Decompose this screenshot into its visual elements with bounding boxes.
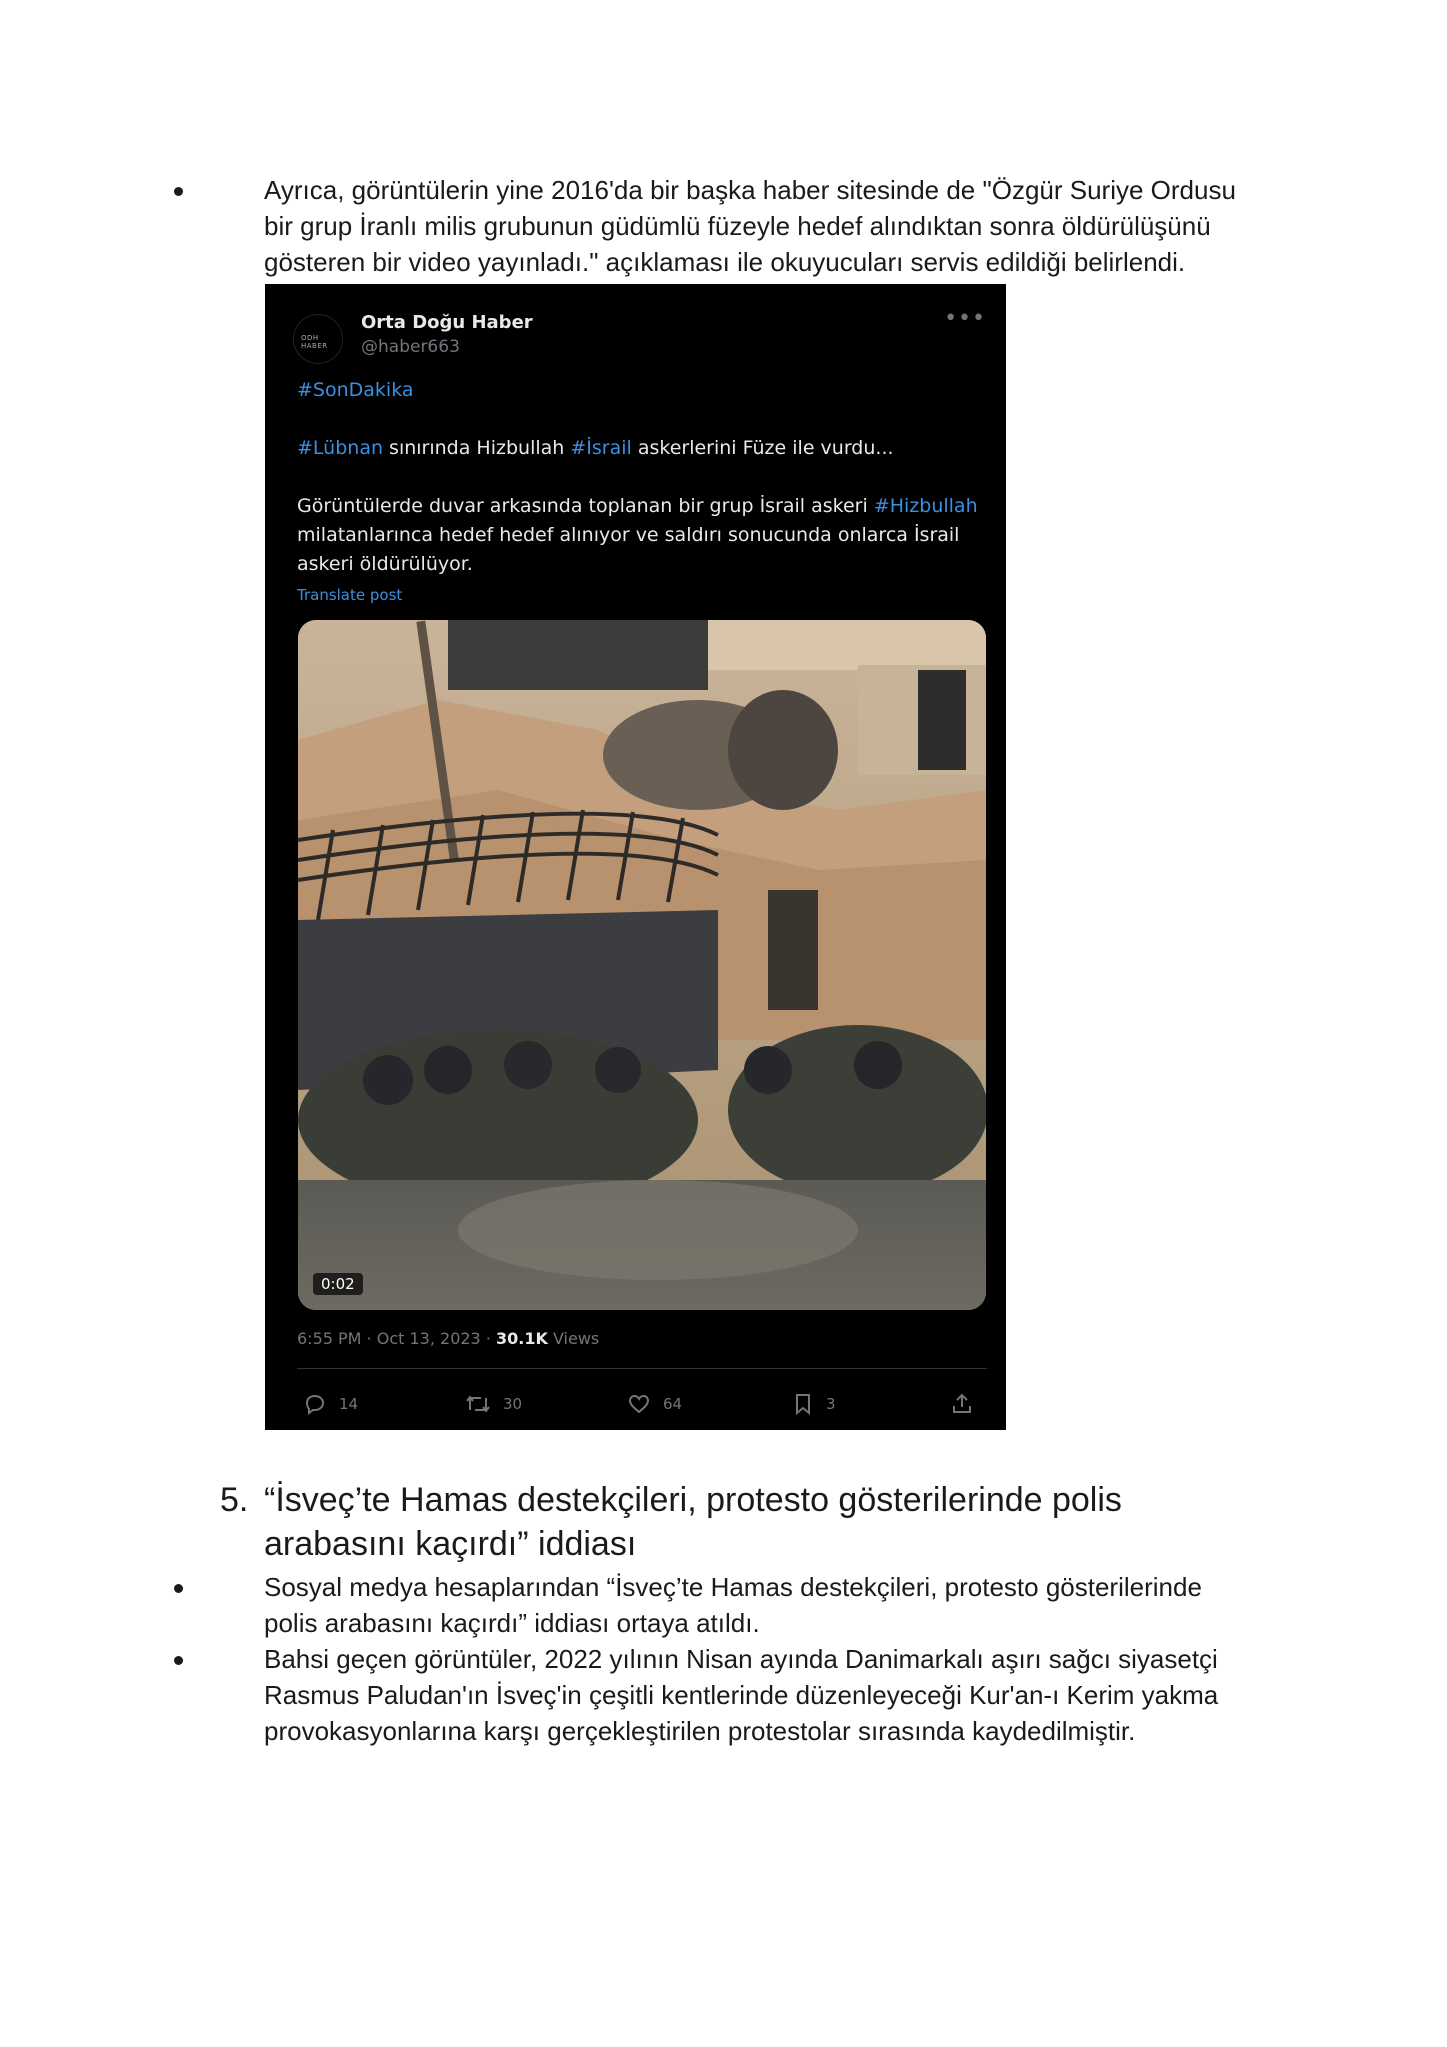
avatar[interactable]	[293, 314, 343, 364]
video-duration: 0:02	[313, 1273, 363, 1295]
video-frame-image	[298, 620, 986, 1310]
tweet-text-segment: sınırında Hizbullah	[383, 437, 571, 459]
timestamp[interactable]: 6:55 PM · Oct 13, 2023 ·	[297, 1329, 496, 1348]
hashtag-link[interactable]: #Lübnan	[297, 437, 384, 459]
bookmark-button[interactable]	[792, 1392, 836, 1416]
tweet-paragraph	[297, 376, 987, 405]
views-label: Views	[547, 1329, 600, 1348]
share-button[interactable]	[950, 1392, 974, 1416]
repost-icon	[465, 1392, 491, 1416]
tweet-text-segment: askeri öldürülüyor.	[297, 553, 473, 575]
bookmark-count: 3	[826, 1395, 836, 1413]
author-handle[interactable]: @haber663	[361, 337, 460, 357]
hashtag-link[interactable]: #Hizbullah	[873, 495, 978, 517]
section-title-line: arabasını kaçırdı” iddiası	[264, 1525, 637, 1563]
tweet-text	[297, 376, 987, 608]
bullet-line: Sosyal medya hesaplarından “İsveç’te Hamas destekçileri, protesto gösterilerinde	[264, 1572, 1202, 1602]
hashtag-link[interactable]: #SonDakika	[297, 379, 414, 401]
reply-icon	[303, 1392, 327, 1416]
like-count: 64	[663, 1395, 683, 1413]
reply-button[interactable]	[303, 1392, 358, 1416]
intro-bullet	[220, 172, 1290, 280]
bullet-line: gösteren bir video yayınladı." açıklaması ile okuyucuları servis edildiği belirlendi.	[264, 247, 1186, 277]
section-heading	[220, 1478, 1320, 1566]
avatar-logo: ODH HABER	[301, 334, 328, 350]
section-number: 5.	[220, 1481, 249, 1519]
bullet-item	[220, 1569, 1290, 1641]
like-button[interactable]	[627, 1392, 682, 1416]
bullet-line: bir grup İranlı milis grubunun güdümlü füzeyle hedef alındıktan sonra öldürülüşünü	[264, 211, 1211, 241]
bullet-line: provokasyonlarına karşı gerçekleştirilen protestolar sırasında kaydedilmiştir.	[264, 1716, 1136, 1746]
reply-count: 14	[339, 1395, 359, 1413]
heart-icon	[627, 1392, 651, 1416]
video-player[interactable]	[298, 620, 986, 1310]
hashtag-link[interactable]: #İsrail	[570, 437, 632, 459]
tweet-text-segment: askerlerini Füze ile vurdu...	[631, 437, 894, 459]
share-icon	[950, 1392, 974, 1416]
bullet-line: Rasmus Paludan'ın İsveç'in çeşitli kentlerinde düzenleyeceği Kur'an-ı Kerim yakma	[264, 1680, 1219, 1710]
bullet-marker	[174, 1584, 183, 1593]
translate-post-link[interactable]: Translate post	[297, 586, 403, 604]
section-title-line: “İsveç’te Hamas destekçileri, protesto gösterilerinde polis	[264, 1481, 1122, 1519]
bullet-line: Ayrıca, görüntülerin yine 2016'da bir başka haber sitesinde de "Özgür Suriye Ordusu	[264, 175, 1236, 205]
bookmark-icon	[792, 1392, 814, 1416]
bullet-marker	[174, 187, 183, 196]
divider	[297, 1368, 987, 1369]
bullet-item	[220, 1641, 1290, 1749]
tweet-meta	[297, 1329, 599, 1348]
more-options-icon[interactable]: •••	[944, 306, 986, 331]
bullet-marker	[174, 1656, 183, 1665]
tweet-text-segment: Görüntülerde duvar arkasında toplanan bir grup İsrail askeri	[297, 495, 874, 517]
bullet-line: Bahsi geçen görüntüler, 2022 yılının Nisan ayında Danimarkalı aşırı sağcı siyasetçi	[264, 1644, 1218, 1674]
views-count: 30.1K	[495, 1329, 548, 1348]
tweet-paragraph	[297, 492, 987, 579]
tweet-paragraph	[297, 434, 987, 463]
bullet-line: polis arabasını kaçırdı” iddiası ortaya atıldı.	[264, 1608, 760, 1638]
tweet-embed	[265, 284, 1006, 1430]
repost-button[interactable]	[465, 1392, 522, 1416]
repost-count: 30	[503, 1395, 523, 1413]
tweet-text-segment: milatanlarınca hedef hedef alınıyor ve saldırı sonucunda onlarca İsrail	[297, 524, 960, 546]
author-name[interactable]: Orta Doğu Haber	[361, 312, 533, 333]
